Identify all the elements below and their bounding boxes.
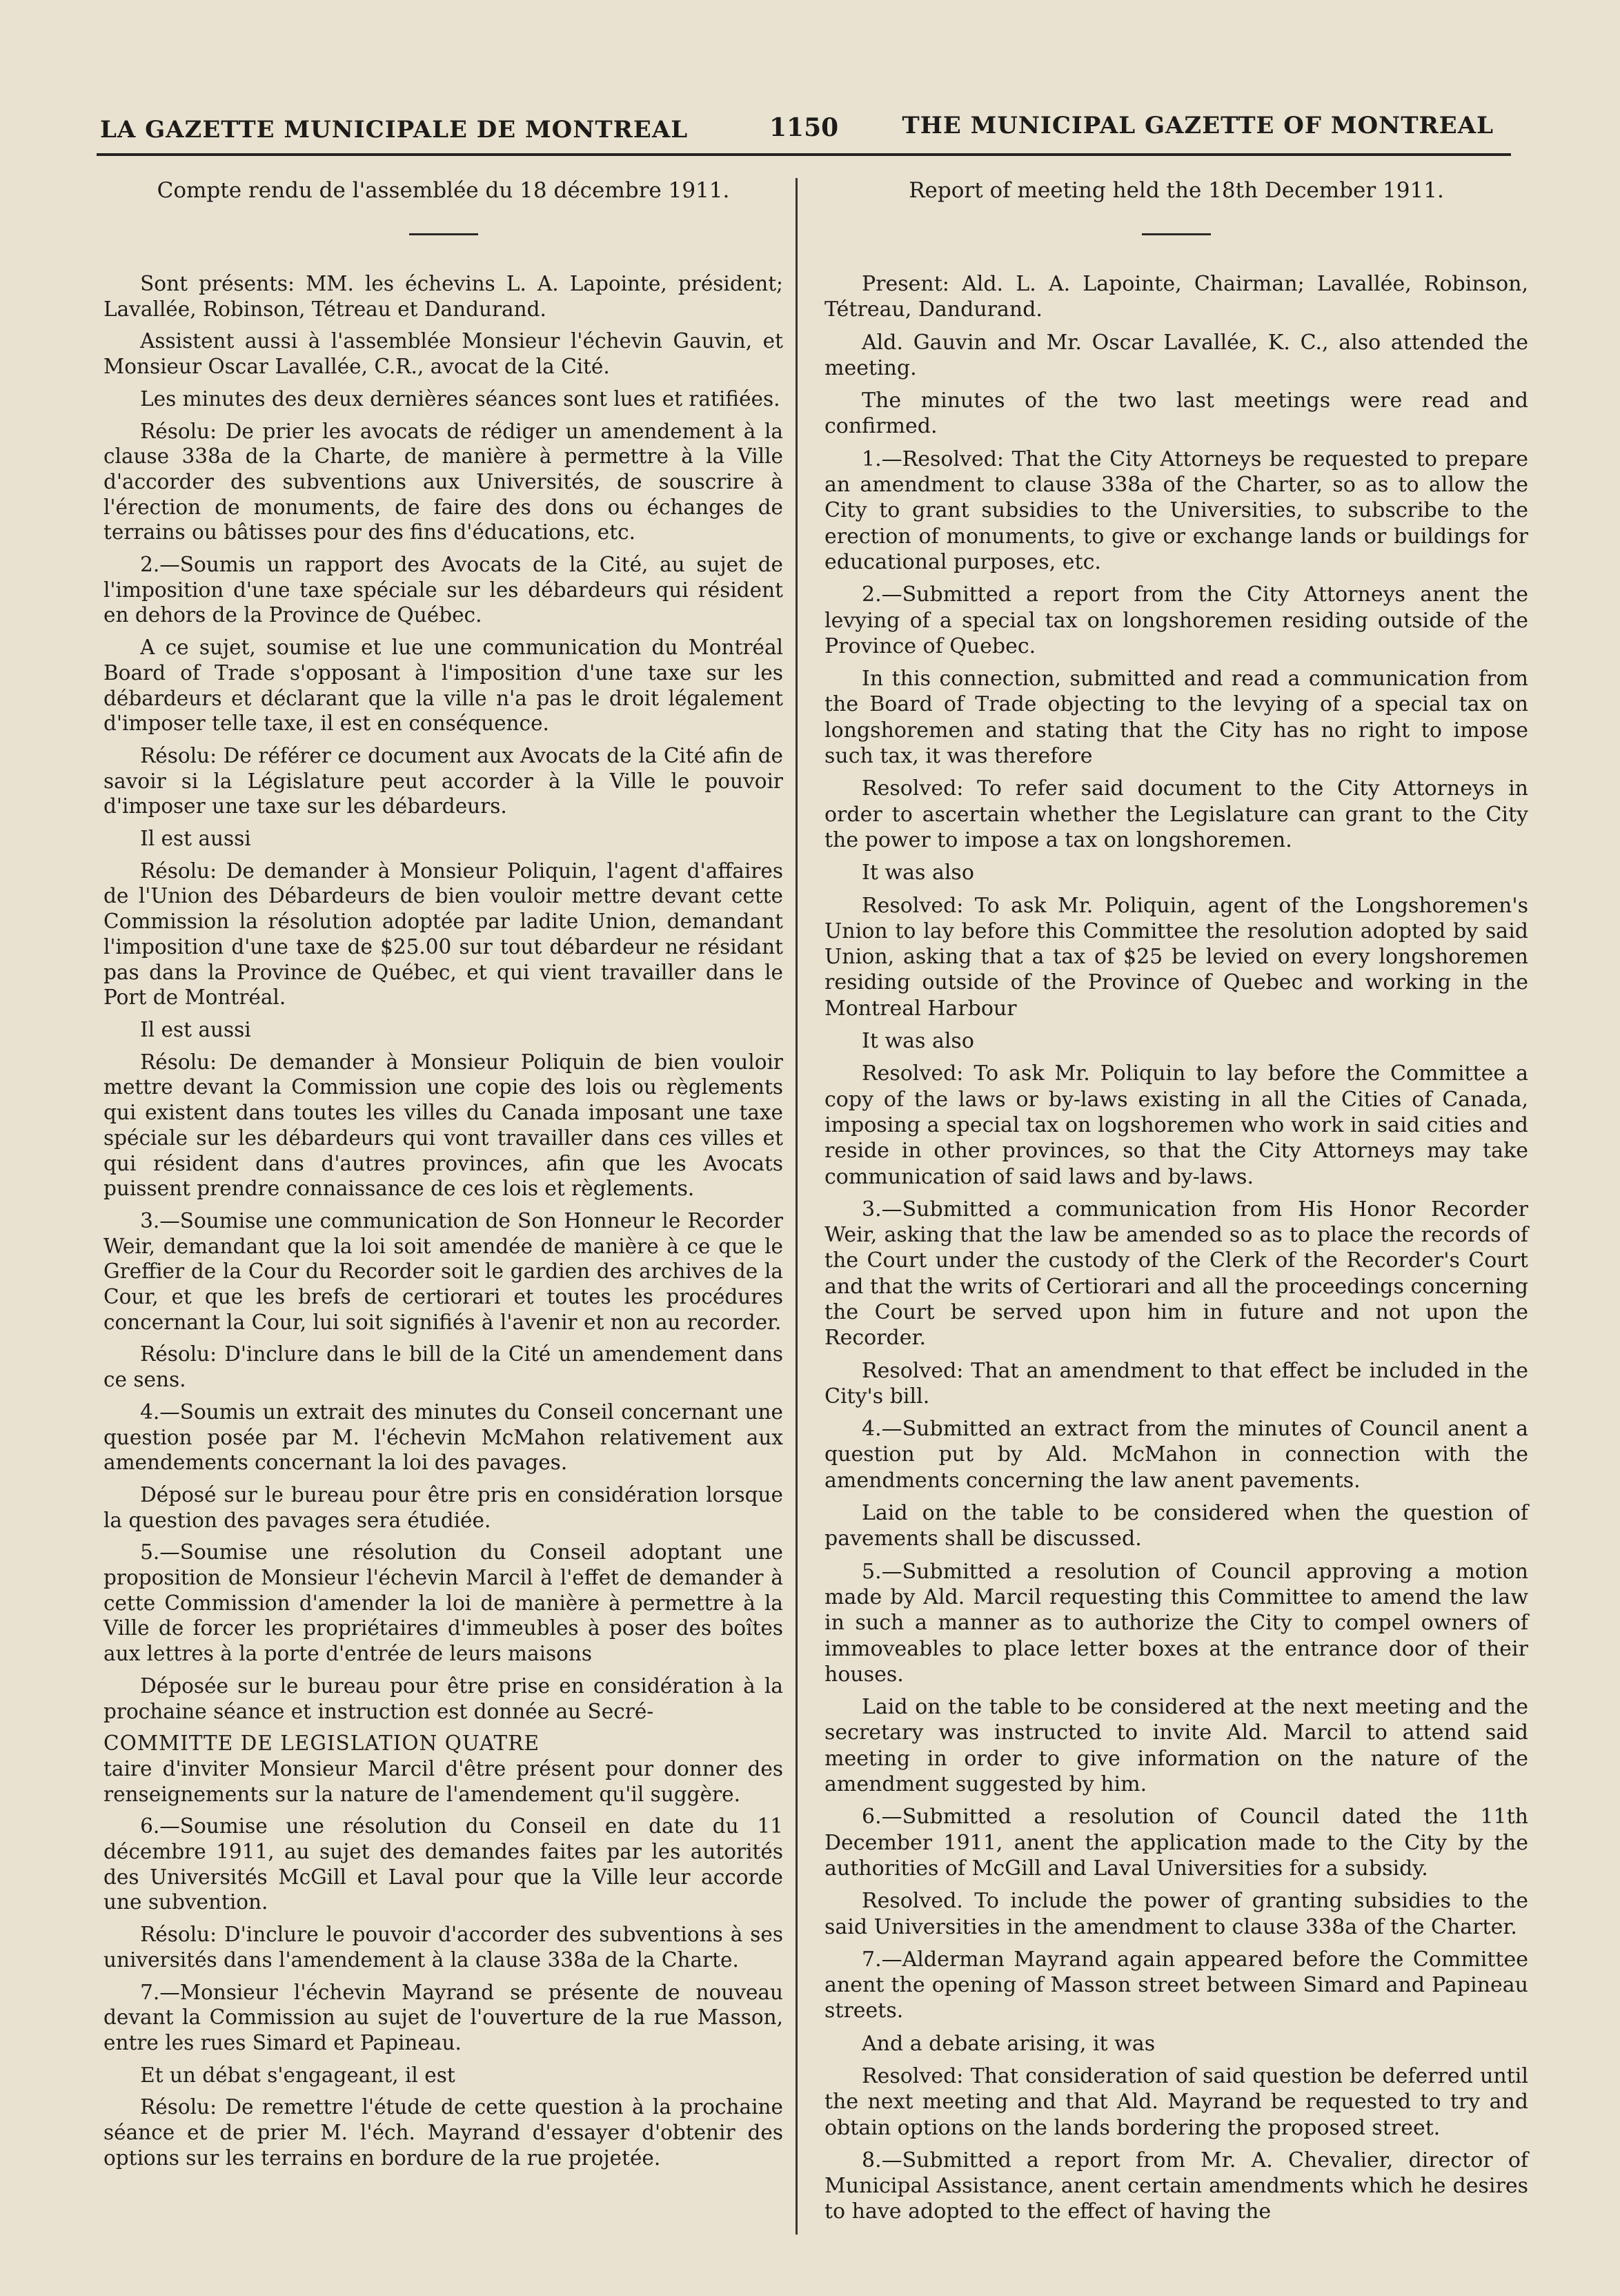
- french-column: [103, 178, 783, 2178]
- column-divider: [796, 178, 798, 2235]
- english-title: Report of meeting held the 18th December 1911.: [909, 178, 1444, 203]
- paragraph: Resolved: To refer said document to the City Attorneys in order to ascertain whether the Legislature can grant to the City the power to impose a tax on longshoremen.: [824, 776, 1528, 852]
- english-column: [824, 178, 1528, 2232]
- committee-heading: COMMITTE DE LEGISLATION QUATRE: [103, 1731, 540, 1756]
- paragraph: 8.—Submitted a report from Mr. A. Chevalier, director of Municipal Assistance, anent certain amendments which he desires to have adopted to the effect of having the: [824, 2148, 1528, 2224]
- paragraph: 1.—Resolved: That the City Attorneys be requested to prepare an amendment to clause 338a of the Charter, so as to allow the City to grant subsidies to the Universities, to subscribe to the erection of monuments, to give or exchange lands or buildings for educational purposes, etc.: [824, 447, 1528, 574]
- paragraph: Assistent aussi à l'assemblée Monsieur l'échevin Gauvin, et Monsieur Oscar Lavallée, C.R., avocat de la Cité.: [103, 329, 783, 379]
- english-title-separator: [1142, 233, 1211, 235]
- header-left-title: LA GAZETTE MUNICIPALE DE MONTREAL: [100, 116, 689, 144]
- french-title-separator: [409, 233, 478, 235]
- paragraph: Laid on the table to be considered when the question of pavements shall be discussed.: [824, 1501, 1528, 1551]
- paragraph: 4.—Soumis un extrait des minutes du Conseil concernant une question posée par M. l'échevin McMahon relativement aux amendements concernant la loi des pavages.: [103, 1400, 783, 1475]
- paragraph: taire d'inviter Monsieur Marcil d'être présent pour donner des renseignements sur la nature de l'amendement qu'il suggère.: [103, 1756, 783, 1806]
- paragraph: Résolu: D'inclure dans le bill de la Cité un amendement dans ce sens.: [103, 1342, 783, 1392]
- french-title: Compte rendu de l'assemblée du 18 décembre 1911.: [157, 178, 730, 203]
- paragraph: Déposé sur le bureau pour être pris en considération lorsque la question des pavages sera étudiée.: [103, 1482, 783, 1532]
- paragraph: Il est aussi: [140, 1017, 251, 1041]
- paragraph: Resolved: To ask Mr. Poliquin to lay before the Committee a copy of the laws or by-laws existing in all the Cities of Canada, imposing a special tax on logshoremen who work in said cities and reside in other provinces, so that the City Attorneys may take communication of said laws and by-laws.: [824, 1061, 1528, 1189]
- paragraph: 5.—Submitted a resolution of Council approving a motion made by Ald. Marcil requesting this Committee to amend the law in such a manner as to authorize the City to compel owners of immoveables to place letter boxes at the entrance door of their houses.: [824, 1559, 1528, 1687]
- paragraph: It was also: [862, 1029, 974, 1054]
- paragraph: 4.—Submitted an extract from the minutes of Council anent a question put by Ald. McMahon in connection with the amendments concerning the law anent pavements.: [824, 1417, 1528, 1493]
- paragraph: Résolu: D'inclure le pouvoir d'accorder des subventions à ses universités dans l'amendement à la clause 338a de la Charte.: [103, 1923, 783, 1972]
- paragraph: 7.—Monsieur l'échevin Mayrand se présente de nouveau devant la Commission au sujet de l'ouverture de la rue Masson, entre les rues Simard et Papineau.: [103, 1980, 783, 2054]
- paragraph: 3.—Submitted a communication from His Honor Recorder Weir, asking that the law be amended so as to place the records of the Court under the custody of the Clerk of the Recorder's Court and that the writs of Certiorari and all the proceedings concerning the Court be served upon him in future and not upon the Recorder.: [824, 1197, 1528, 1351]
- paragraph: Résolu: De remettre l'étude de cette question à la prochaine séance et de prier M. l'éch. Mayrand d'essayer d'obtenir des options sur les terrains en bordure de la rue projetée.: [103, 2095, 783, 2170]
- page-header: [100, 112, 1501, 150]
- paragraph: Present: Ald. L. A. Lapointe, Chairman; Lavallée, Robinson, Tétreau, Dandurand.: [824, 272, 1528, 322]
- header-right-title: THE MUNICIPAL GAZETTE OF MONTREAL: [902, 112, 1494, 139]
- paragraph: The minutes of the two last meetings were read and confirmed.: [824, 389, 1528, 439]
- paragraph: In this connection, submitted and read a communication from the Board of Trade objecting to the levying of a special tax on longshoremen and stating that the City has no right to impose such tax, it was therefore: [824, 667, 1528, 769]
- paragraph: A ce sujet, soumise et lue une communication du Montréal Board of Trade s'opposant à l'imposition d'une taxe sur les débardeurs et déclarant que la ville n'a pas le droit légalement d'imposer telle taxe, il est en conséquence.: [103, 636, 783, 736]
- paragraph: Résolu: De demander à Monsieur Poliquin de bien vouloir mettre devant la Commission une copie des lois ou règlements qui existent dans toutes les villes du Canada imposant une taxe spéciale sur les débardeurs qui vont travailler dans ces villes et qui résident dans d'autres provinces, afin que les Avocats puissent prendre connaissance de ces lois et règlements.: [103, 1050, 783, 1201]
- paragraph: Résolu: De prier les avocats de rédiger un amendement à la clause 338a de la Charte, de manière à permettre à la Ville d'accorder des subventions aux Universités, de souscrire à l'érection de monuments, de faire des dons ou échanges de terrains ou bâtisses pour des fins d'éducations, etc.: [103, 419, 783, 544]
- paragraph: 7.—Alderman Mayrand again appeared before the Committee anent the opening of Masson street between Simard and Papineau streets.: [824, 1947, 1528, 2023]
- paragraph: And a debate arising, it was: [862, 2031, 1156, 2056]
- paragraph: Resolved: That consideration of said question be deferred until the next meeting and that Ald. Mayrand be requested to try and obtain options on the lands bordering the proposed street.: [824, 2064, 1528, 2140]
- french-paragraphs: [103, 271, 783, 2171]
- paragraph: Resolved. To include the power of granting subsidies to the said Universities in the amendment to clause 338a of the Charter.: [824, 1889, 1528, 1939]
- page-number: 1150: [769, 113, 839, 142]
- paragraph: Ald. Gauvin and Mr. Oscar Lavallée, K. C., also attended the meeting.: [824, 330, 1528, 380]
- paragraph: 6.—Soumise une résolution du Conseil en date du 11 décembre 1911, au sujet des demandes faites par les autorités des Universités McGill et Laval pour que la Ville leur accorde une subvention.: [103, 1814, 783, 1914]
- paragraph: Sont présents: MM. les échevins L. A. Lapointe, président; Lavallée, Robinson, Tétreau et Dandurand.: [103, 272, 783, 321]
- paragraph: 5.—Soumise une résolution du Conseil adoptant une proposition de Monsieur l'échevin Marcil à l'effet de demander à cette Commission d'amender la loi de manière à permettre à la Ville de forcer les propriétaires d'immeubles à poser des boîtes aux lettres à la porte d'entrée de leurs maisons: [103, 1540, 783, 1666]
- paragraph: 2.—Soumis un rapport des Avocats de la Cité, au sujet de l'imposition d'une taxe spéciale sur les débardeurs qui résident en dehors de la Province de Québec.: [103, 553, 783, 627]
- paragraph: Résolu: De référer ce document aux Avocats de la Cité afin de savoir si la Législature peut accorder à la Ville le pouvoir d'imposer une taxe sur les débardeurs.: [103, 743, 783, 818]
- paragraph: Déposée sur le bureau pour être prise en considération à la prochaine séance et instruction est donnée au Secré-: [103, 1674, 783, 1723]
- header-rule: [97, 153, 1511, 156]
- paragraph: 6.—Submitted a resolution of Council dated the 11th December 1911, anent the application made to the City by the authorities of McGill and Laval Universities for a subsidy.: [824, 1805, 1528, 1881]
- paragraph: 3.—Soumise une communication de Son Honneur le Recorder Weir, demandant que la loi soit amendée de manière à ce que le Greffier de la Cour du Recorder soit le gardien des archives de la Cour, et que les brefs de certiorari et toutes les procédures concernant la Cour, lui soit signifiés à l'avenir et non au recorder.: [103, 1208, 783, 1334]
- paragraph: It was also: [862, 861, 974, 885]
- paragraph: Resolved: To ask Mr. Poliquin, agent of the Longshoremen's Union to lay before this Committee the resolution adopted by said Union, asking that a tax of $25 be levied on every longshoremen residing outside of the Province of Quebec and working in the Montreal Harbour: [824, 893, 1528, 1021]
- paragraph: Resolved: That an amendment to that effect be included in the City's bill.: [824, 1358, 1528, 1409]
- paragraph: Laid on the table to be considered at the next meeting and the secretary was instructed to invite Ald. Marcil to attend said meeting in order to give information on the nature of the amendment suggested by him.: [824, 1695, 1528, 1797]
- paragraph: Résolu: De demander à Monsieur Poliquin, l'agent d'affaires de l'Union des Débardeurs de bien vouloir mettre devant cette Commission la résolution adoptée par ladite Union, demandant l'imposition d'une taxe de $25.00 sur tout débardeur ne résidant pas dans la Province de Québec, et qui vient travailler dans le Port de Montréal.: [103, 858, 783, 1010]
- english-paragraphs: [824, 271, 1528, 2225]
- paragraph: Les minutes des deux dernières séances sont lues et ratifiées.: [140, 386, 780, 411]
- paragraph: 2.—Submitted a report from the City Attorneys anent the levying of a special tax on longshoremen residing outside of the Province of Quebec.: [824, 582, 1528, 658]
- paragraph: Et un débat s'engageant, il est: [140, 2063, 455, 2087]
- paragraph: Il est aussi: [140, 827, 251, 851]
